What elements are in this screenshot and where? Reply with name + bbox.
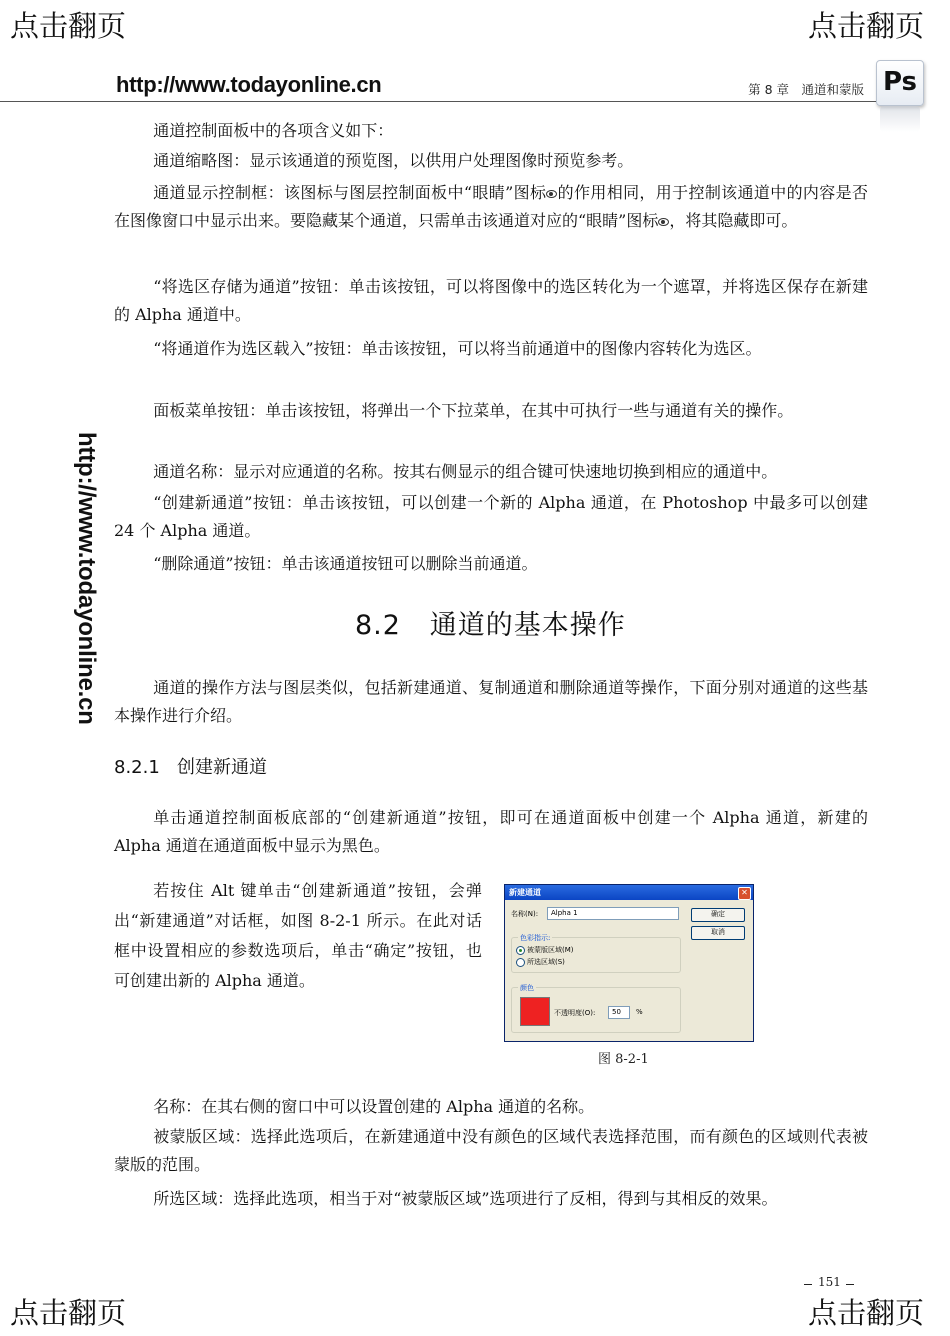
new-channel-dialog xyxy=(504,884,754,1042)
paragraph xyxy=(114,179,868,235)
selected-areas-option[interactable] xyxy=(516,957,565,967)
page-turn-top-right[interactable]: 点击翻页 xyxy=(808,9,925,43)
paragraph-text: 通道显示控制框：该图标与图层控制面板中“眼睛”图标 xyxy=(153,183,547,202)
header-rule xyxy=(0,101,880,102)
opacity-label: 不透明度(O): xyxy=(554,1009,596,1017)
selected-areas-label: 所选区域(S) xyxy=(527,958,565,966)
name-input[interactable]: Alpha 1 xyxy=(547,907,679,920)
radio-icon xyxy=(516,958,525,967)
paragraph: 通道的操作方法与图层类似，包括新建通道、复制通道和删除通道等操作，下面分别对通道的这些基本操作进行介绍。 xyxy=(114,678,868,725)
color-indicates-group xyxy=(511,934,681,973)
page-number-dash xyxy=(804,1284,812,1285)
section-title: 通道的基本操作 xyxy=(429,610,626,641)
paragraph: “将选区存储为通道”按钮：单击该按钮，可以将图像中的选区转化为一个遮罩，并将选区保存在新建的 Alpha 通道中。 xyxy=(114,277,868,324)
paragraph: 通道名称：显示对应通道的名称。按其右侧显示的组合键可快速地切换到相应的通道中。 xyxy=(153,462,778,481)
chapter-label: 第 8 章 通道和蒙版 xyxy=(748,82,864,97)
page-number-dash xyxy=(846,1284,854,1285)
close-icon[interactable]: ✕ xyxy=(738,887,751,900)
paragraph: 被蒙版区域：选择此选项后，在新建通道中没有颜色的区域代表选择范围，而有颜色的区域则代表被蒙版的范围。 xyxy=(114,1127,868,1174)
photoshop-logo-icon: Ps xyxy=(876,60,924,106)
paragraph: 所选区域：选择此选项，相当于对“被蒙版区域”选项进行了反相，得到与其相反的效果。 xyxy=(153,1189,778,1208)
header-url: http://www.todayonline.cn xyxy=(116,72,382,97)
page-number: 151 xyxy=(818,1275,841,1289)
color-indicates-label: 色彩指示: xyxy=(520,934,551,942)
paragraph: 通道控制面板中的各项含义如下： xyxy=(153,121,394,140)
figure-caption: 图 8-2-1 xyxy=(598,1052,649,1067)
paragraph: “创建新通道”按钮：单击该按钮，可以创建一个新的 Alpha 通道，在 Photoshop 中最多可以创建 24 个 Alpha 通道。 xyxy=(114,493,868,540)
eye-icon xyxy=(546,190,557,198)
paragraph: “删除通道”按钮：单击该通道按钮可以删除当前通道。 xyxy=(153,554,538,573)
side-url: http://www.todayonline.cn xyxy=(73,432,100,725)
paragraph: 单击通道控制面板底部的“创建新通道”按钮，即可在通道面板中创建一个 Alpha 通道，新建的 Alpha 通道在通道面板中显示为黑色。 xyxy=(114,808,868,855)
color-group-label: 颜色 xyxy=(520,984,534,992)
opacity-unit: % xyxy=(636,1008,643,1016)
section-heading xyxy=(355,603,626,642)
subsection-heading xyxy=(114,753,267,779)
name-label: 名称(N): xyxy=(511,910,539,918)
cancel-button[interactable]: 取消 xyxy=(691,926,745,940)
color-group xyxy=(511,984,681,1033)
opacity-input[interactable]: 50 xyxy=(608,1006,630,1019)
paragraph-text: ，将其隐藏即可。 xyxy=(669,211,798,230)
paragraph: 名称：在其右侧的窗口中可以设置创建的 Alpha 通道的名称。 xyxy=(153,1097,595,1116)
subsection-number: 8.2.1 xyxy=(114,757,160,778)
page-turn-top-left[interactable]: 点击翻页 xyxy=(10,9,127,43)
color-swatch[interactable] xyxy=(520,997,550,1026)
paragraph: 面板菜单按钮：单击该按钮，将弹出一个下拉菜单，在其中可执行一些与通道有关的操作。 xyxy=(153,401,794,420)
ok-button[interactable]: 确定 xyxy=(691,908,745,922)
paragraph: 若按住 Alt 键单击“创建新通道”按钮，会弹出“新建通道”对话框，如图 8-2-1 所示。在此对话框中设置相应的参数选项后，单击“确定”按钮，也可创建出新的 Alpha 通道。 xyxy=(114,881,482,990)
logo-reflection xyxy=(880,106,920,132)
paragraph: 通道缩略图：显示该通道的预览图，以供用户处理图像时预览参考。 xyxy=(153,151,634,170)
dialog-title: 新建通道 xyxy=(505,885,753,900)
subsection-title: 创建新通道 xyxy=(176,757,267,778)
masked-areas-option[interactable] xyxy=(516,945,574,955)
paragraph: “将通道作为选区载入”按钮：单击该按钮，可以将当前通道中的图像内容转化为选区。 xyxy=(153,339,762,358)
masked-areas-label: 被蒙版区域(M) xyxy=(527,946,574,954)
page-turn-bottom-right[interactable]: 点击翻页 xyxy=(808,1296,925,1330)
eye-icon xyxy=(658,218,669,226)
section-number: 8.2 xyxy=(355,610,401,641)
paragraph-text: 的作用相同，用于控制该通道中的内容是否在图像窗口中显示出来。要隐藏某个通道，只需单击该通道对应的“眼睛”图标 xyxy=(114,183,868,230)
page-turn-bottom-left[interactable]: 点击翻页 xyxy=(10,1296,127,1330)
radio-selected-icon xyxy=(516,946,525,955)
